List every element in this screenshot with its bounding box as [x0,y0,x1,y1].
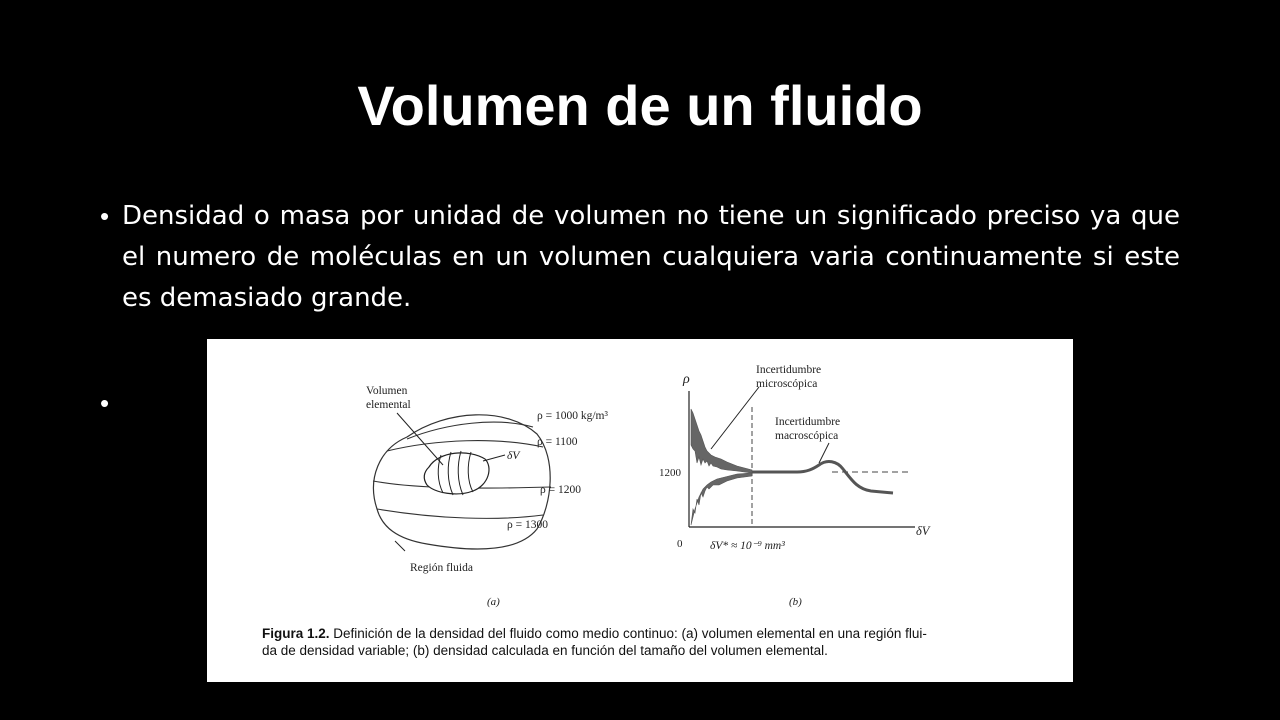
elemental-volume [424,453,489,494]
y-axis-label: ρ [683,372,690,387]
contour-1000 [407,422,533,439]
bullet-item [100,196,1180,319]
figure-image [207,339,1073,682]
panel-a [366,385,608,608]
origin-label: 0 [677,538,683,550]
macro-label-1: Incertidumbre [775,416,841,428]
density-curve [752,462,893,493]
rho-1200-label: ρ = 1200 [540,484,581,496]
slide-title: Volumen de un fluido [357,74,923,137]
bullet-dot-icon: • [100,201,110,231]
panel-a-label: (a) [487,596,500,608]
caption-lead: Figura 1.2. [262,626,330,641]
bullet-list [100,196,1180,319]
contour-1100 [387,441,543,451]
volumen-label-2: elemental [366,399,411,411]
micro-uncertainty-lower [691,473,752,525]
rho-1100-label: ρ = 1100 [537,436,578,448]
bullet-text: Densidad o masa por unidad de volumen no tiene un significado preciso ya que el numero de moléculas en un volumen cualquiera varia continuamente si este es demasiado grande. [122,201,1180,313]
contour-1300 [377,509,543,518]
caption-line-2: da de densidad variable; (b) densidad calculada en función del tamaño del volumen elemental. [262,643,828,658]
micro-label-2: microscópica [756,378,818,390]
volumen-label-1: Volumen [366,385,408,397]
macro-label-2: macroscópica [775,430,839,442]
y-tick-1200: 1200 [659,467,681,479]
caption-text-1: Definición de la densidad del fluido como medio continuo: (a) volumen elemental en una región flui- [333,626,927,641]
region-label: Región fluida [410,562,473,574]
micro-uncertainty-upper [691,409,752,473]
empty-bullet-dot-icon: • [100,388,110,418]
x-axis-label: δV [916,524,930,538]
figure-caption [262,625,1062,659]
panel-b-label: (b) [789,596,802,608]
rho-1000-label: ρ = 1000 kg/m³ [537,410,608,422]
caption-line-1 [262,625,1062,642]
delta-v-label: δV [507,450,520,462]
rho-1300-label: ρ = 1300 [507,519,548,531]
micro-label-1: Incertidumbre [756,364,822,376]
x-marker-label: δV* ≈ 10⁻⁹ mm³ [710,540,785,552]
panel-b [659,364,931,608]
